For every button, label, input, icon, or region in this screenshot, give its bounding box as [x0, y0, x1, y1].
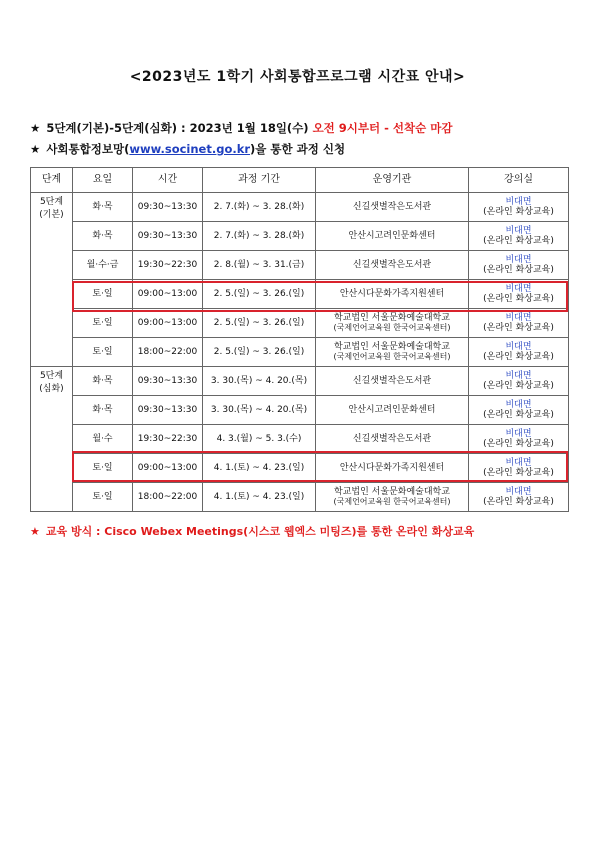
organization-subname: (국제언어교육원 한국어교육센터): [333, 322, 451, 332]
education-method-note: [30, 523, 474, 539]
period-cell: 2. 8.(월) ~ 3. 31.(금): [203, 251, 316, 280]
organization-cell: [316, 309, 469, 338]
application-text-after: )을 통한 과정 신청: [250, 142, 346, 156]
classroom-detail: (온라인 화상교육): [483, 468, 554, 478]
time-cell: 18:00~22:00: [133, 483, 203, 512]
organization-cell: 안산시고려인문화센터: [316, 222, 469, 251]
classroom-detail: (온라인 화상교육): [483, 236, 554, 246]
organization-cell: 신길샛별작은도서관: [316, 367, 469, 396]
classroom-cell: [469, 483, 569, 512]
day-cell: 화·목: [73, 222, 133, 251]
classroom-mode: 비대면: [505, 341, 532, 352]
schedule-table: [30, 167, 569, 512]
star-icon: ★: [30, 525, 40, 538]
day-cell: 토·일: [73, 454, 133, 483]
period-cell: 3. 30.(목) ~ 4. 20.(목): [203, 367, 316, 396]
period-cell: 4. 1.(토) ~ 4. 23.(일): [203, 454, 316, 483]
time-cell: 09:30~13:30: [133, 367, 203, 396]
day-cell: 토·일: [73, 280, 133, 309]
period-cell: 2. 7.(화) ~ 3. 28.(화): [203, 193, 316, 222]
classroom-detail: (온라인 화상교육): [483, 381, 554, 391]
table-row: [31, 338, 569, 367]
star-icon: ★: [30, 121, 41, 135]
table-row: [31, 280, 569, 309]
table-row: [31, 251, 569, 280]
classroom-cell: [469, 454, 569, 483]
classroom-mode: 비대면: [505, 312, 532, 323]
time-cell: 19:30~22:30: [133, 425, 203, 454]
period-cell: 2. 5.(일) ~ 3. 26.(일): [203, 309, 316, 338]
star-icon: ★: [30, 142, 41, 156]
organization-cell: 신길샛별작은도서관: [316, 193, 469, 222]
day-cell: 화·목: [73, 367, 133, 396]
classroom-mode: 비대면: [505, 486, 532, 497]
classroom-mode: 비대면: [505, 225, 532, 236]
socinet-link[interactable]: www.socinet.go.kr: [129, 142, 251, 156]
day-cell: 토·일: [73, 483, 133, 512]
classroom-mode: 비대면: [505, 196, 532, 207]
period-cell: 2. 5.(일) ~ 3. 26.(일): [203, 280, 316, 309]
time-cell: 09:30~13:30: [133, 193, 203, 222]
table-row: [31, 425, 569, 454]
header-stage: 단계: [31, 168, 73, 193]
period-cell: 2. 7.(화) ~ 3. 28.(화): [203, 222, 316, 251]
stage-cell: 5단계 (심화): [31, 367, 73, 512]
organization-subname: (국제언어교육원 한국어교육센터): [333, 351, 451, 361]
classroom-cell: [469, 425, 569, 454]
classroom-mode: 비대면: [505, 283, 532, 294]
header-period: 과정 기간: [203, 168, 316, 193]
period-cell: 2. 5.(일) ~ 3. 26.(일): [203, 338, 316, 367]
application-text-before: 사회통합정보망(: [46, 142, 130, 156]
period-cell: 4. 3.(월) ~ 5. 3.(수): [203, 425, 316, 454]
day-cell: 토·일: [73, 309, 133, 338]
classroom-mode: 비대면: [505, 428, 532, 439]
classroom-detail: (온라인 화상교육): [483, 294, 554, 304]
organization-cell: 안산시다문화가족지원센터: [316, 454, 469, 483]
education-method-text: 교육 방식 : Cisco Webex Meetings(시스코 웹엑스 미팅즈)를 통한 온라인 화상교육: [45, 525, 475, 538]
table-row: [31, 483, 569, 512]
time-cell: 09:00~13:00: [133, 454, 203, 483]
application-notice: [30, 141, 345, 157]
organization-name: 학교법인 서울문화예술대학교: [334, 313, 450, 324]
day-cell: 월·수: [73, 425, 133, 454]
organization-cell: 신길샛별작은도서관: [316, 251, 469, 280]
organization-cell: [316, 338, 469, 367]
time-cell: 18:00~22:00: [133, 338, 203, 367]
classroom-cell: [469, 338, 569, 367]
classroom-detail: (온라인 화상교육): [483, 265, 554, 275]
table-row: [31, 396, 569, 425]
day-cell: 월·수·금: [73, 251, 133, 280]
organization-cell: 안산시고려인문화센터: [316, 396, 469, 425]
classroom-detail: (온라인 화상교육): [483, 352, 554, 362]
organization-name: 학교법인 서울문화예술대학교: [334, 342, 450, 353]
classroom-detail: (온라인 화상교육): [483, 410, 554, 420]
table-row: [31, 309, 569, 338]
stage-cell: 5단계 (기본): [31, 193, 73, 367]
organization-cell: 안산시다문화가족지원센터: [316, 280, 469, 309]
classroom-cell: [469, 396, 569, 425]
time-cell: 09:30~13:30: [133, 396, 203, 425]
classroom-mode: 비대면: [505, 254, 532, 265]
header-classroom: 강의실: [469, 168, 569, 193]
day-cell: 화·목: [73, 396, 133, 425]
organization-cell: [316, 483, 469, 512]
table-header-row: [31, 168, 569, 193]
organization-name: 학교법인 서울문화예술대학교: [334, 487, 450, 498]
table-row: [31, 454, 569, 483]
deadline-text: 오전 9시부터 - 선착순 마감: [312, 121, 453, 135]
day-cell: 화·목: [73, 193, 133, 222]
classroom-detail: (온라인 화상교육): [483, 497, 554, 507]
stage-range-text: 5단계(기본)-5단계(심화) : 2023년 1월 18일(수): [46, 121, 309, 135]
classroom-cell: [469, 222, 569, 251]
time-cell: 19:30~22:30: [133, 251, 203, 280]
classroom-mode: 비대면: [505, 399, 532, 410]
classroom-cell: [469, 367, 569, 396]
table-row: [31, 367, 569, 396]
classroom-cell: [469, 280, 569, 309]
organization-subname: (국제언어교육원 한국어교육센터): [333, 496, 451, 506]
classroom-cell: [469, 193, 569, 222]
day-cell: 토·일: [73, 338, 133, 367]
header-time: 시간: [133, 168, 203, 193]
classroom-cell: [469, 309, 569, 338]
table-row: [31, 222, 569, 251]
header-organization: 운영기관: [316, 168, 469, 193]
time-cell: 09:00~13:00: [133, 280, 203, 309]
classroom-detail: (온라인 화상교육): [483, 323, 554, 333]
period-cell: 3. 30.(목) ~ 4. 20.(목): [203, 396, 316, 425]
page-title: <2023년도 1학기 사회통합프로그램 시간표 안내>: [129, 69, 466, 85]
organization-cell: 신길샛별작은도서관: [316, 425, 469, 454]
time-cell: 09:30~13:30: [133, 222, 203, 251]
period-cell: 4. 1.(토) ~ 4. 23.(일): [203, 483, 316, 512]
registration-notice: [30, 120, 452, 136]
time-cell: 09:00~13:00: [133, 309, 203, 338]
classroom-cell: [469, 251, 569, 280]
classroom-mode: 비대면: [505, 457, 532, 468]
header-day: 요일: [73, 168, 133, 193]
classroom-mode: 비대면: [505, 370, 532, 381]
classroom-detail: (온라인 화상교육): [483, 207, 554, 217]
classroom-detail: (온라인 화상교육): [483, 439, 554, 449]
table-row: [31, 193, 569, 222]
